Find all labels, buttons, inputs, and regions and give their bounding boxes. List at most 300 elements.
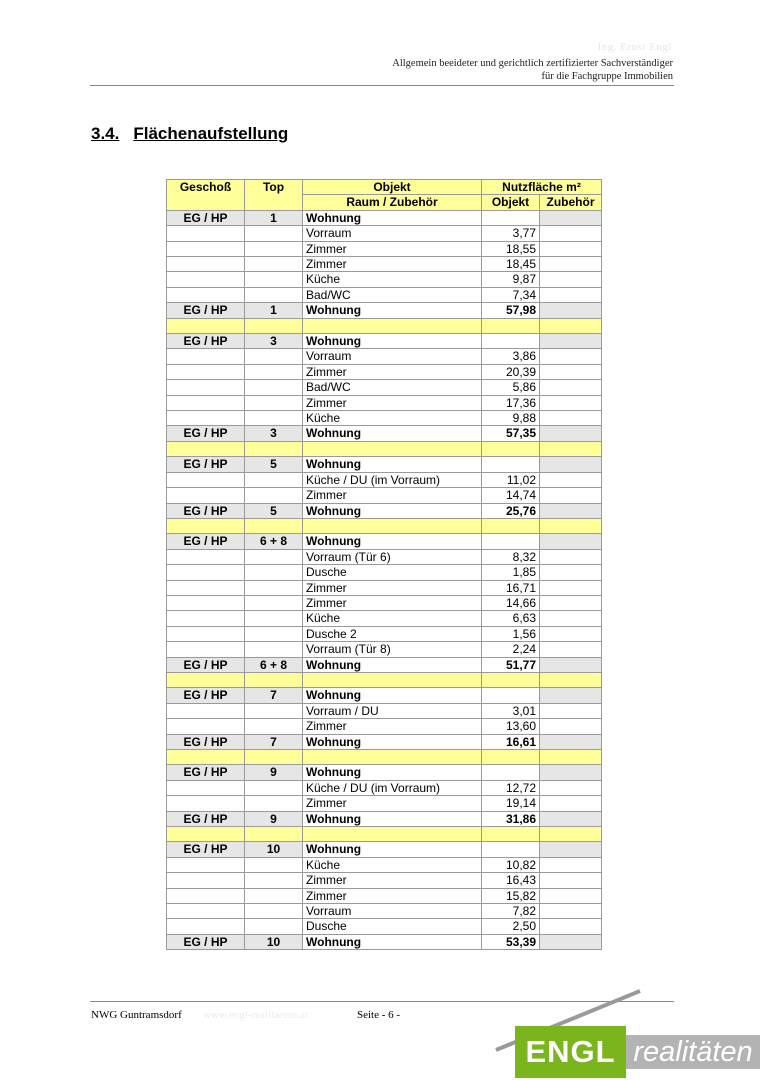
table-row [167,688,602,703]
cell-objekt-area: 3,01 [482,703,540,718]
cell-top [245,672,303,687]
cell-top [245,364,303,379]
table-row [167,749,602,764]
cell-top: 7 [245,734,303,749]
header-top: Top [245,180,303,211]
cell-geschoss [167,749,245,764]
cell-zubehoer-area [540,395,602,410]
cell-zubehoer-area [540,719,602,734]
cell-objekt-area: 53,39 [482,934,540,949]
table-row [167,534,602,549]
cell-zubehoer-area [540,580,602,595]
table-row [167,873,602,888]
header-nutzflaeche: Nutzfläche m² [482,180,602,195]
table-row [167,318,602,333]
table-row [167,595,602,610]
cell-geschoss [167,857,245,872]
cell-zubehoer-area [540,826,602,841]
cell-objekt-area [482,765,540,780]
cell-objekt-area: 12,72 [482,780,540,795]
cell-objekt [303,672,482,687]
cell-geschoss [167,703,245,718]
cell-objekt-area [482,334,540,349]
cell-top [245,611,303,626]
cell-objekt-area [482,826,540,841]
table-row [167,826,602,841]
cell-zubehoer-area [540,210,602,225]
cell-geschoss [167,257,245,272]
table-row [167,904,602,919]
table-row [167,226,602,241]
cell-objekt-area [482,749,540,764]
cell-objekt-area [482,518,540,533]
cell-geschoss: EG / HP [167,811,245,826]
table-row [167,703,602,718]
area-table [166,179,602,950]
cell-zubehoer-area [540,642,602,657]
footer-website: www.engl-realitaeten.at [203,1009,308,1021]
header-divider [90,85,674,86]
cell-top [245,241,303,256]
table-row [167,811,602,826]
cell-top [245,796,303,811]
cell-top [245,272,303,287]
cell-geschoss [167,580,245,595]
cell-objekt-area: 9,88 [482,411,540,426]
cell-objekt: Zimmer [303,796,482,811]
cell-objekt-area [482,842,540,857]
cell-objekt: Vorraum (Tür 8) [303,642,482,657]
cell-top: 1 [245,303,303,318]
cell-top [245,580,303,595]
cell-objekt [303,518,482,533]
cell-geschoss: EG / HP [167,688,245,703]
cell-geschoss [167,796,245,811]
table-row [167,518,602,533]
section-number: 3.4. [91,124,120,143]
cell-geschoss: EG / HP [167,534,245,549]
cell-objekt: Küche [303,611,482,626]
cell-objekt: Wohnung [303,734,482,749]
table-row [167,303,602,318]
cell-objekt-area: 57,35 [482,426,540,441]
header-objekt: Objekt [303,180,482,195]
cell-zubehoer-area [540,565,602,580]
cell-objekt: Dusche [303,919,482,934]
cell-objekt: Vorraum [303,226,482,241]
cell-objekt: Wohnung [303,657,482,672]
cell-objekt-area: 51,77 [482,657,540,672]
cell-objekt-area: 10,82 [482,857,540,872]
table-row [167,503,602,518]
cell-top [245,441,303,456]
cell-objekt-area: 5,86 [482,380,540,395]
cell-geschoss: EG / HP [167,334,245,349]
table-row [167,765,602,780]
header-title-line2: für die Fachgruppe Immobilien [541,71,673,82]
section-title: Flächenaufstellung [133,124,289,143]
table-row [167,672,602,687]
cell-top [245,257,303,272]
cell-objekt-area: 11,02 [482,472,540,487]
cell-top [245,749,303,764]
cell-objekt: Zimmer [303,257,482,272]
cell-objekt-area: 16,43 [482,873,540,888]
cell-geschoss [167,380,245,395]
cell-geschoss [167,904,245,919]
cell-objekt: Zimmer [303,488,482,503]
cell-objekt-area [482,672,540,687]
cell-top: 5 [245,503,303,518]
cell-zubehoer-area [540,626,602,641]
cell-objekt-area: 13,60 [482,719,540,734]
cell-geschoss: EG / HP [167,657,245,672]
cell-objekt: Wohnung [303,503,482,518]
logo-realitaeten: realitäten [626,1035,760,1069]
cell-geschoss [167,241,245,256]
cell-objekt-area [482,534,540,549]
cell-top [245,719,303,734]
cell-zubehoer-area [540,364,602,379]
table-row [167,796,602,811]
cell-zubehoer-area [540,734,602,749]
cell-objekt: Zimmer [303,364,482,379]
logo-engl: ENGL [515,1026,626,1078]
cell-zubehoer-area [540,657,602,672]
cell-objekt: Dusche [303,565,482,580]
cell-geschoss [167,549,245,564]
cell-top [245,226,303,241]
cell-objekt-area: 57,98 [482,303,540,318]
cell-objekt-area: 7,34 [482,287,540,302]
cell-top [245,703,303,718]
cell-top [245,549,303,564]
table-row [167,272,602,287]
cell-objekt: Wohnung [303,303,482,318]
cell-objekt: Zimmer [303,580,482,595]
cell-objekt-area: 7,82 [482,904,540,919]
cell-objekt-area: 14,74 [482,488,540,503]
cell-zubehoer-area [540,765,602,780]
cell-objekt-area: 8,32 [482,549,540,564]
cell-geschoss: EG / HP [167,734,245,749]
cell-top [245,565,303,580]
cell-zubehoer-area [540,287,602,302]
cell-geschoss: EG / HP [167,457,245,472]
cell-objekt-area [482,457,540,472]
cell-objekt: Wohnung [303,334,482,349]
cell-geschoss [167,780,245,795]
cell-objekt: Wohnung [303,811,482,826]
cell-top [245,873,303,888]
cell-geschoss [167,226,245,241]
cell-objekt: Zimmer [303,719,482,734]
cell-top [245,888,303,903]
cell-top: 5 [245,457,303,472]
cell-geschoss [167,719,245,734]
cell-top [245,318,303,333]
table-row [167,380,602,395]
cell-geschoss [167,626,245,641]
cell-geschoss: EG / HP [167,210,245,225]
cell-zubehoer-area [540,472,602,487]
cell-objekt [303,749,482,764]
cell-objekt: Zimmer [303,873,482,888]
cell-objekt-area: 20,39 [482,364,540,379]
cell-objekt-area: 1,56 [482,626,540,641]
cell-top [245,826,303,841]
cell-top: 9 [245,765,303,780]
cell-geschoss [167,272,245,287]
cell-top [245,488,303,503]
cell-zubehoer-area [540,334,602,349]
cell-objekt-area: 18,55 [482,241,540,256]
table-row [167,395,602,410]
cell-objekt-area: 2,50 [482,919,540,934]
cell-objekt-area: 18,45 [482,257,540,272]
cell-top [245,919,303,934]
table-row [167,734,602,749]
table-row [167,549,602,564]
table-row [167,842,602,857]
cell-objekt-area [482,318,540,333]
cell-geschoss [167,919,245,934]
cell-objekt: Zimmer [303,395,482,410]
footer-project-name: NWG Guntramsdorf [91,1009,182,1021]
cell-geschoss [167,349,245,364]
table-row [167,934,602,949]
cell-objekt: Dusche 2 [303,626,482,641]
cell-objekt-area: 16,61 [482,734,540,749]
cell-objekt [303,318,482,333]
cell-top [245,395,303,410]
cell-top: 9 [245,811,303,826]
cell-zubehoer-area [540,857,602,872]
cell-zubehoer-area [540,226,602,241]
cell-zubehoer-area [540,888,602,903]
cell-top [245,642,303,657]
cell-objekt-area: 31,86 [482,811,540,826]
cell-geschoss [167,488,245,503]
cell-objekt: Wohnung [303,934,482,949]
cell-objekt-area: 17,36 [482,395,540,410]
cell-top [245,380,303,395]
table-row [167,287,602,302]
cell-objekt-area [482,210,540,225]
cell-objekt: Vorraum [303,349,482,364]
cell-top: 1 [245,210,303,225]
cell-top [245,857,303,872]
table-row [167,349,602,364]
cell-objekt-area: 16,71 [482,580,540,595]
table-row [167,565,602,580]
cell-zubehoer-area [540,703,602,718]
cell-top: 7 [245,688,303,703]
cell-objekt: Küche / DU (im Vorraum) [303,472,482,487]
header-raum-zubehoer: Raum / Zubehör [303,195,482,210]
table-row [167,642,602,657]
cell-geschoss [167,518,245,533]
cell-objekt: Zimmer [303,595,482,610]
cell-objekt: Bad/WC [303,380,482,395]
table-row [167,257,602,272]
cell-objekt: Zimmer [303,241,482,256]
cell-geschoss [167,888,245,903]
header-watermark-text: Ing. Ernst Engl [597,41,672,53]
cell-top [245,595,303,610]
table-row [167,488,602,503]
cell-geschoss [167,565,245,580]
table-row [167,411,602,426]
cell-objekt-area: 9,87 [482,272,540,287]
cell-geschoss: EG / HP [167,303,245,318]
cell-objekt: Wohnung [303,765,482,780]
cell-zubehoer-area [540,257,602,272]
cell-zubehoer-area [540,518,602,533]
cell-objekt-area: 6,63 [482,611,540,626]
cell-objekt: Wohnung [303,534,482,549]
cell-objekt: Küche [303,411,482,426]
cell-zubehoer-area [540,873,602,888]
cell-top: 6 + 8 [245,534,303,549]
cell-objekt: Wohnung [303,426,482,441]
table-row [167,457,602,472]
cell-zubehoer-area [540,426,602,441]
cell-geschoss [167,411,245,426]
table-row [167,719,602,734]
cell-objekt: Vorraum [303,904,482,919]
cell-zubehoer-area [540,934,602,949]
table-row [167,657,602,672]
cell-objekt: Vorraum / DU [303,703,482,718]
table-row [167,364,602,379]
cell-zubehoer-area [540,349,602,364]
cell-objekt-area: 1,85 [482,565,540,580]
cell-objekt: Wohnung [303,457,482,472]
table-row [167,857,602,872]
header-title-line1: Allgemein beeideter und gerichtlich zertifizierter Sachverständiger [392,58,673,69]
table-row [167,472,602,487]
cell-zubehoer-area [540,611,602,626]
cell-zubehoer-area [540,749,602,764]
cell-geschoss: EG / HP [167,934,245,949]
cell-geschoss [167,364,245,379]
cell-top: 3 [245,334,303,349]
cell-objekt: Wohnung [303,688,482,703]
table-row [167,888,602,903]
cell-zubehoer-area [540,457,602,472]
cell-geschoss [167,672,245,687]
cell-objekt [303,826,482,841]
cell-objekt: Wohnung [303,842,482,857]
footer-page-number: Seite - 6 - [357,1009,401,1021]
cell-zubehoer-area [540,904,602,919]
cell-top [245,626,303,641]
cell-top [245,411,303,426]
cell-zubehoer-area [540,672,602,687]
table-row [167,241,602,256]
cell-objekt-area: 2,24 [482,642,540,657]
header-zubehoer-area: Zubehör [540,195,602,210]
cell-objekt-area [482,441,540,456]
cell-objekt-area: 3,77 [482,226,540,241]
cell-geschoss [167,441,245,456]
cell-zubehoer-area [540,503,602,518]
cell-objekt-area: 15,82 [482,888,540,903]
cell-geschoss [167,287,245,302]
table-row [167,780,602,795]
cell-geschoss [167,873,245,888]
cell-zubehoer-area [540,241,602,256]
cell-objekt [303,441,482,456]
cell-zubehoer-area [540,811,602,826]
cell-geschoss [167,611,245,626]
cell-zubehoer-area [540,549,602,564]
cell-zubehoer-area [540,688,602,703]
header-objekt-area: Objekt [482,195,540,210]
table-row [167,580,602,595]
cell-objekt: Vorraum (Tür 6) [303,549,482,564]
cell-zubehoer-area [540,303,602,318]
cell-geschoss: EG / HP [167,842,245,857]
table-row [167,210,602,225]
cell-zubehoer-area [540,796,602,811]
table-row [167,334,602,349]
cell-zubehoer-area [540,411,602,426]
cell-top [245,518,303,533]
cell-geschoss [167,642,245,657]
cell-zubehoer-area [540,380,602,395]
cell-geschoss [167,318,245,333]
cell-objekt: Zimmer [303,888,482,903]
cell-geschoss [167,395,245,410]
cell-top: 10 [245,842,303,857]
section-heading [91,124,288,144]
cell-objekt: Küche / DU (im Vorraum) [303,780,482,795]
cell-top: 3 [245,426,303,441]
engl-realitaeten-logo [494,988,764,1080]
cell-geschoss: EG / HP [167,503,245,518]
cell-zubehoer-area [540,318,602,333]
cell-objekt-area: 3,86 [482,349,540,364]
cell-zubehoer-area [540,595,602,610]
table-row [167,611,602,626]
cell-zubehoer-area [540,919,602,934]
cell-top [245,287,303,302]
cell-geschoss [167,472,245,487]
table-row [167,626,602,641]
cell-zubehoer-area [540,272,602,287]
cell-geschoss: EG / HP [167,765,245,780]
cell-objekt-area: 14,66 [482,595,540,610]
cell-top [245,472,303,487]
cell-objekt: Wohnung [303,210,482,225]
cell-top: 10 [245,934,303,949]
cell-top [245,780,303,795]
cell-objekt-area: 25,76 [482,503,540,518]
cell-objekt: Küche [303,857,482,872]
header-geschoss: Geschoß [167,180,245,211]
cell-zubehoer-area [540,488,602,503]
cell-geschoss [167,595,245,610]
cell-zubehoer-area [540,842,602,857]
cell-geschoss [167,826,245,841]
cell-objekt: Küche [303,272,482,287]
cell-top [245,349,303,364]
table-row [167,426,602,441]
cell-objekt-area: 19,14 [482,796,540,811]
cell-objekt: Bad/WC [303,287,482,302]
